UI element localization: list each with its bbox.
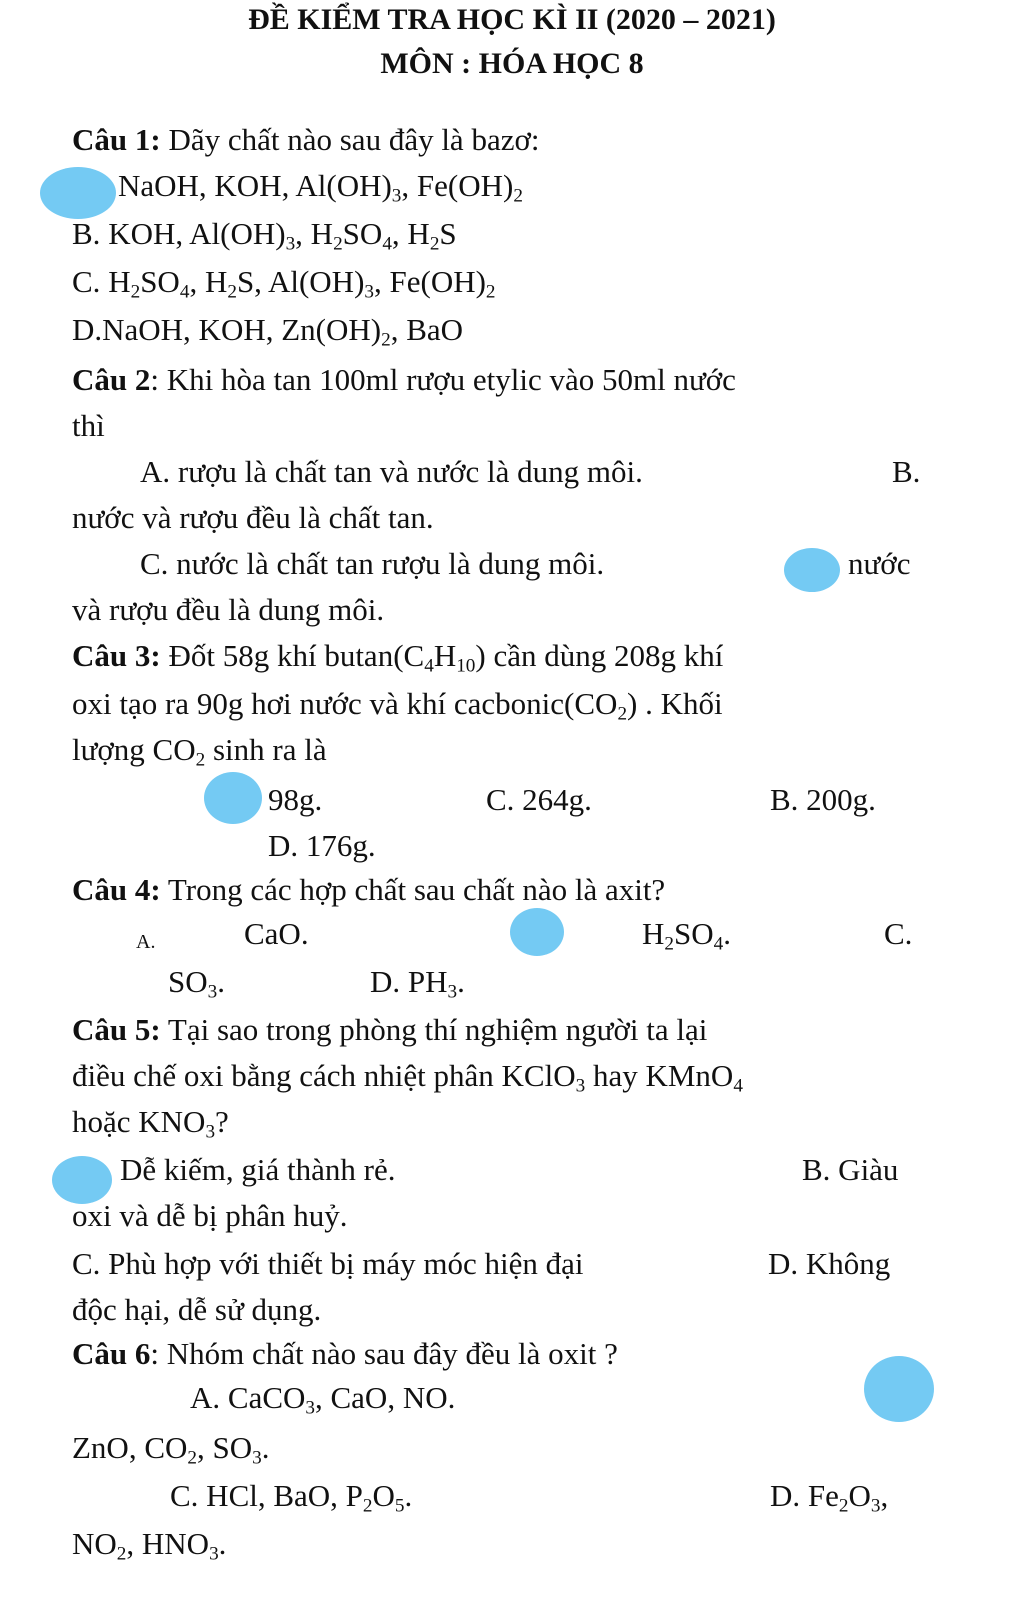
sub: 2: [838, 1495, 849, 1517]
q1-option-b-text-3: SO: [342, 216, 383, 251]
question-3-text-3: ) cần dùng 208g khí: [475, 638, 724, 673]
question-3-label: Câu 3:: [72, 638, 161, 673]
q6-option-c-text-2: O: [372, 1478, 395, 1513]
sub: 10: [456, 655, 476, 677]
sub: 2: [381, 329, 391, 351]
q4-option-c-text: SO: [168, 964, 208, 999]
q2-option-b: nước và rượu đều là chất tan.: [72, 500, 434, 535]
q6-option-d-cont-dot: .: [218, 1526, 227, 1561]
q6-option-b-text-2: , SO: [197, 1430, 253, 1465]
q5-option-b: oxi và dễ bị phân huỷ.: [72, 1198, 348, 1233]
q4-option-a-prefix: A.: [136, 931, 156, 953]
sub: 4: [424, 655, 434, 677]
q1-option-a-text-2: , Fe(OH): [401, 168, 514, 203]
question-5-text-5: ?: [215, 1104, 229, 1139]
q4-option-b: [642, 914, 731, 954]
sub: 4: [713, 933, 724, 955]
q1-option-a-text: NaOH, KOH, Al(OH): [118, 168, 392, 203]
q5-option-a: Dễ kiếm, giá thành rẻ.: [120, 1152, 396, 1187]
sub: 4: [733, 1075, 743, 1097]
q1-option-c: [72, 262, 496, 302]
q1-option-c-text-4: S, Al(OH): [236, 264, 365, 299]
sub: 2: [362, 1495, 373, 1517]
sub: 5: [394, 1495, 405, 1517]
exam-subject: MÔN : HÓA HỌC 8: [380, 47, 644, 80]
question-5-text-3: hay KMnO: [585, 1058, 734, 1093]
question-5-line-1: [72, 1010, 707, 1050]
sub: 2: [130, 281, 141, 303]
q3-option-a: 98g.: [268, 782, 323, 817]
q4-option-c: [168, 962, 225, 1002]
q1-option-b-text-2: , H: [295, 216, 334, 251]
q6-option-b-text: ZnO, CO: [72, 1430, 188, 1465]
question-5-label: Câu 5:: [72, 1012, 161, 1047]
sub: 3: [575, 1075, 586, 1097]
q1-option-b-text-4: , H: [391, 216, 430, 251]
q5-option-d-prefix: D. Không: [768, 1246, 891, 1281]
sub: 2: [195, 749, 206, 771]
q4-option-c-dot: .: [217, 964, 225, 999]
q6-option-a: [190, 1378, 455, 1418]
q2-option-b-prefix: B.: [892, 454, 921, 489]
sub: 3: [391, 185, 402, 207]
sub: 2: [116, 1543, 127, 1565]
q1-option-d: [72, 310, 463, 350]
question-6-text: : Nhóm chất nào sau đây đều là oxit ?: [150, 1336, 618, 1371]
q1-option-c-text-3: , H: [189, 264, 228, 299]
q4-option-d-dot: .: [457, 964, 465, 999]
question-1: [72, 120, 539, 160]
question-5-line-3: [72, 1102, 229, 1142]
question-2-label: Câu 2: [72, 362, 151, 397]
q3-option-b: B. 200g.: [770, 782, 876, 817]
sub: 2: [333, 233, 343, 255]
q2-option-c: C. nước là chất tan rượu là dung môi.: [140, 546, 605, 581]
question-5-text: Tại sao trong phòng thí nghiệm người ta lại: [160, 1012, 708, 1047]
question-3-line-2: [72, 684, 723, 724]
q4-option-d-text: D. PH: [370, 964, 448, 999]
sub: 3: [447, 981, 458, 1003]
question-2-line-2: thì: [72, 408, 105, 443]
q6-option-d: [770, 1476, 888, 1516]
q6-option-b: [72, 1428, 270, 1468]
sub: 4: [382, 233, 392, 255]
q6-option-a-text: A. CaCO: [190, 1380, 306, 1415]
q6-option-d-text: D. Fe: [770, 1478, 839, 1513]
question-4-text: Trong các hợp chất sau chất nào là axit?: [160, 872, 666, 907]
answer-mark-q1: [40, 167, 116, 219]
q1-option-b-text-5: S: [439, 216, 457, 251]
sub: 2: [664, 933, 674, 955]
sub: 2: [485, 281, 496, 303]
q4-option-b-text: H: [642, 916, 665, 951]
sub: 3: [207, 981, 218, 1003]
q1-option-c-text-5: , Fe(OH): [374, 264, 486, 299]
q5-option-c: C. Phù hợp với thiết bị máy móc hiện đại: [72, 1246, 584, 1281]
question-4-label: Câu 4:: [72, 872, 161, 907]
q6-option-a-text-2: , CaO, NO.: [315, 1380, 456, 1415]
question-4: [72, 870, 665, 910]
q6-option-d-cont-text: NO: [72, 1526, 117, 1561]
sub: 3: [364, 281, 374, 303]
answer-mark-q3: [204, 772, 262, 824]
question-3-text-4: oxi tạo ra 90g hơi nước và khí cacbonic(CO: [72, 686, 618, 721]
sub: 3: [305, 1397, 315, 1419]
question-5-text-2: điều chế oxi bằng cách nhiệt phân KClO: [72, 1058, 576, 1093]
sub: 3: [252, 1447, 262, 1469]
q4-option-d: [370, 962, 465, 1002]
q1-option-b: [72, 214, 457, 254]
sub: 2: [429, 233, 440, 255]
question-3-line-3: [72, 730, 327, 770]
q5-option-b-prefix: B. Giàu: [802, 1152, 899, 1187]
question-3-text-6: lượng CO: [72, 732, 196, 767]
question-1-text: Dãy chất nào sau đây là bazơ:: [160, 122, 540, 157]
sub: 3: [205, 1121, 216, 1143]
question-5-line-2: [72, 1056, 743, 1096]
question-1-label: Câu 1:: [72, 122, 161, 157]
q4-option-b-text-2: SO: [674, 916, 714, 951]
answer-mark-q4: [510, 908, 564, 956]
q4-option-b-dot: .: [723, 916, 731, 951]
q5-option-d: độc hại, dễ sử dụng.: [72, 1292, 322, 1327]
sub: 2: [187, 1447, 197, 1469]
q2-option-d-word: nước: [848, 546, 911, 581]
sub: 2: [513, 185, 523, 207]
q6-option-b-dot: .: [261, 1430, 270, 1465]
sub: 3: [285, 233, 296, 255]
answer-mark-q2: [784, 548, 840, 592]
question-6: [72, 1334, 618, 1374]
q1-option-b-prefix: B.: [72, 216, 101, 251]
sub: 4: [179, 281, 190, 303]
question-3-text-2: H: [433, 638, 457, 673]
q1-option-c-text-2: SO: [140, 264, 180, 299]
q2-option-a: A. rượu là chất tan và nước là dung môi.: [140, 454, 643, 489]
question-3-text-7: sinh ra là: [205, 732, 327, 767]
q1-option-c-text: H: [108, 264, 131, 299]
q4-option-c-prefix: C.: [884, 916, 913, 951]
q6-option-d-text-2: O: [848, 1478, 871, 1513]
q3-option-d: D. 176g.: [268, 828, 376, 863]
q4-option-a: CaO.: [244, 916, 309, 951]
q1-option-a: [118, 166, 523, 206]
sub: 2: [617, 703, 628, 725]
q1-option-c-prefix: C.: [72, 264, 101, 299]
exam-title: ĐỀ KIỂM TRA HỌC KÌ II (2020 – 2021): [248, 3, 776, 36]
question-3-line-1: [72, 636, 723, 676]
question-5-text-4: hoặc KNO: [72, 1104, 206, 1139]
q6-option-c: [170, 1476, 412, 1516]
question-6-label: Câu 6: [72, 1336, 151, 1371]
q6-option-d-cont-text-2: , HNO: [126, 1526, 210, 1561]
question-2-line-1: [72, 360, 934, 400]
q6-option-d-comma: ,: [880, 1478, 889, 1513]
q2-option-d: và rượu đều là dung môi.: [72, 592, 385, 627]
question-3-text-5: ) . Khối: [627, 686, 723, 721]
q1-option-d-tail: , BaO: [390, 312, 464, 347]
sub: 3: [870, 1495, 881, 1517]
question-3-text: Đốt 58g khí butan(C: [160, 638, 425, 673]
sub: 3: [209, 1543, 219, 1565]
sub: 2: [227, 281, 237, 303]
question-2-text: : Khi hòa tan 100ml rượu etylic vào 50ml nước: [150, 362, 736, 397]
q6-option-c-dot: .: [404, 1478, 413, 1513]
q1-option-b-text: KOH, Al(OH): [108, 216, 286, 251]
q6-option-c-text: C. HCl, BaO, P: [170, 1478, 363, 1513]
answer-mark-q6: [864, 1356, 934, 1422]
q3-option-c: C. 264g.: [486, 782, 592, 817]
q1-option-d-text: D.NaOH, KOH, Zn(OH): [72, 312, 382, 347]
q6-option-d-cont: [72, 1524, 226, 1564]
